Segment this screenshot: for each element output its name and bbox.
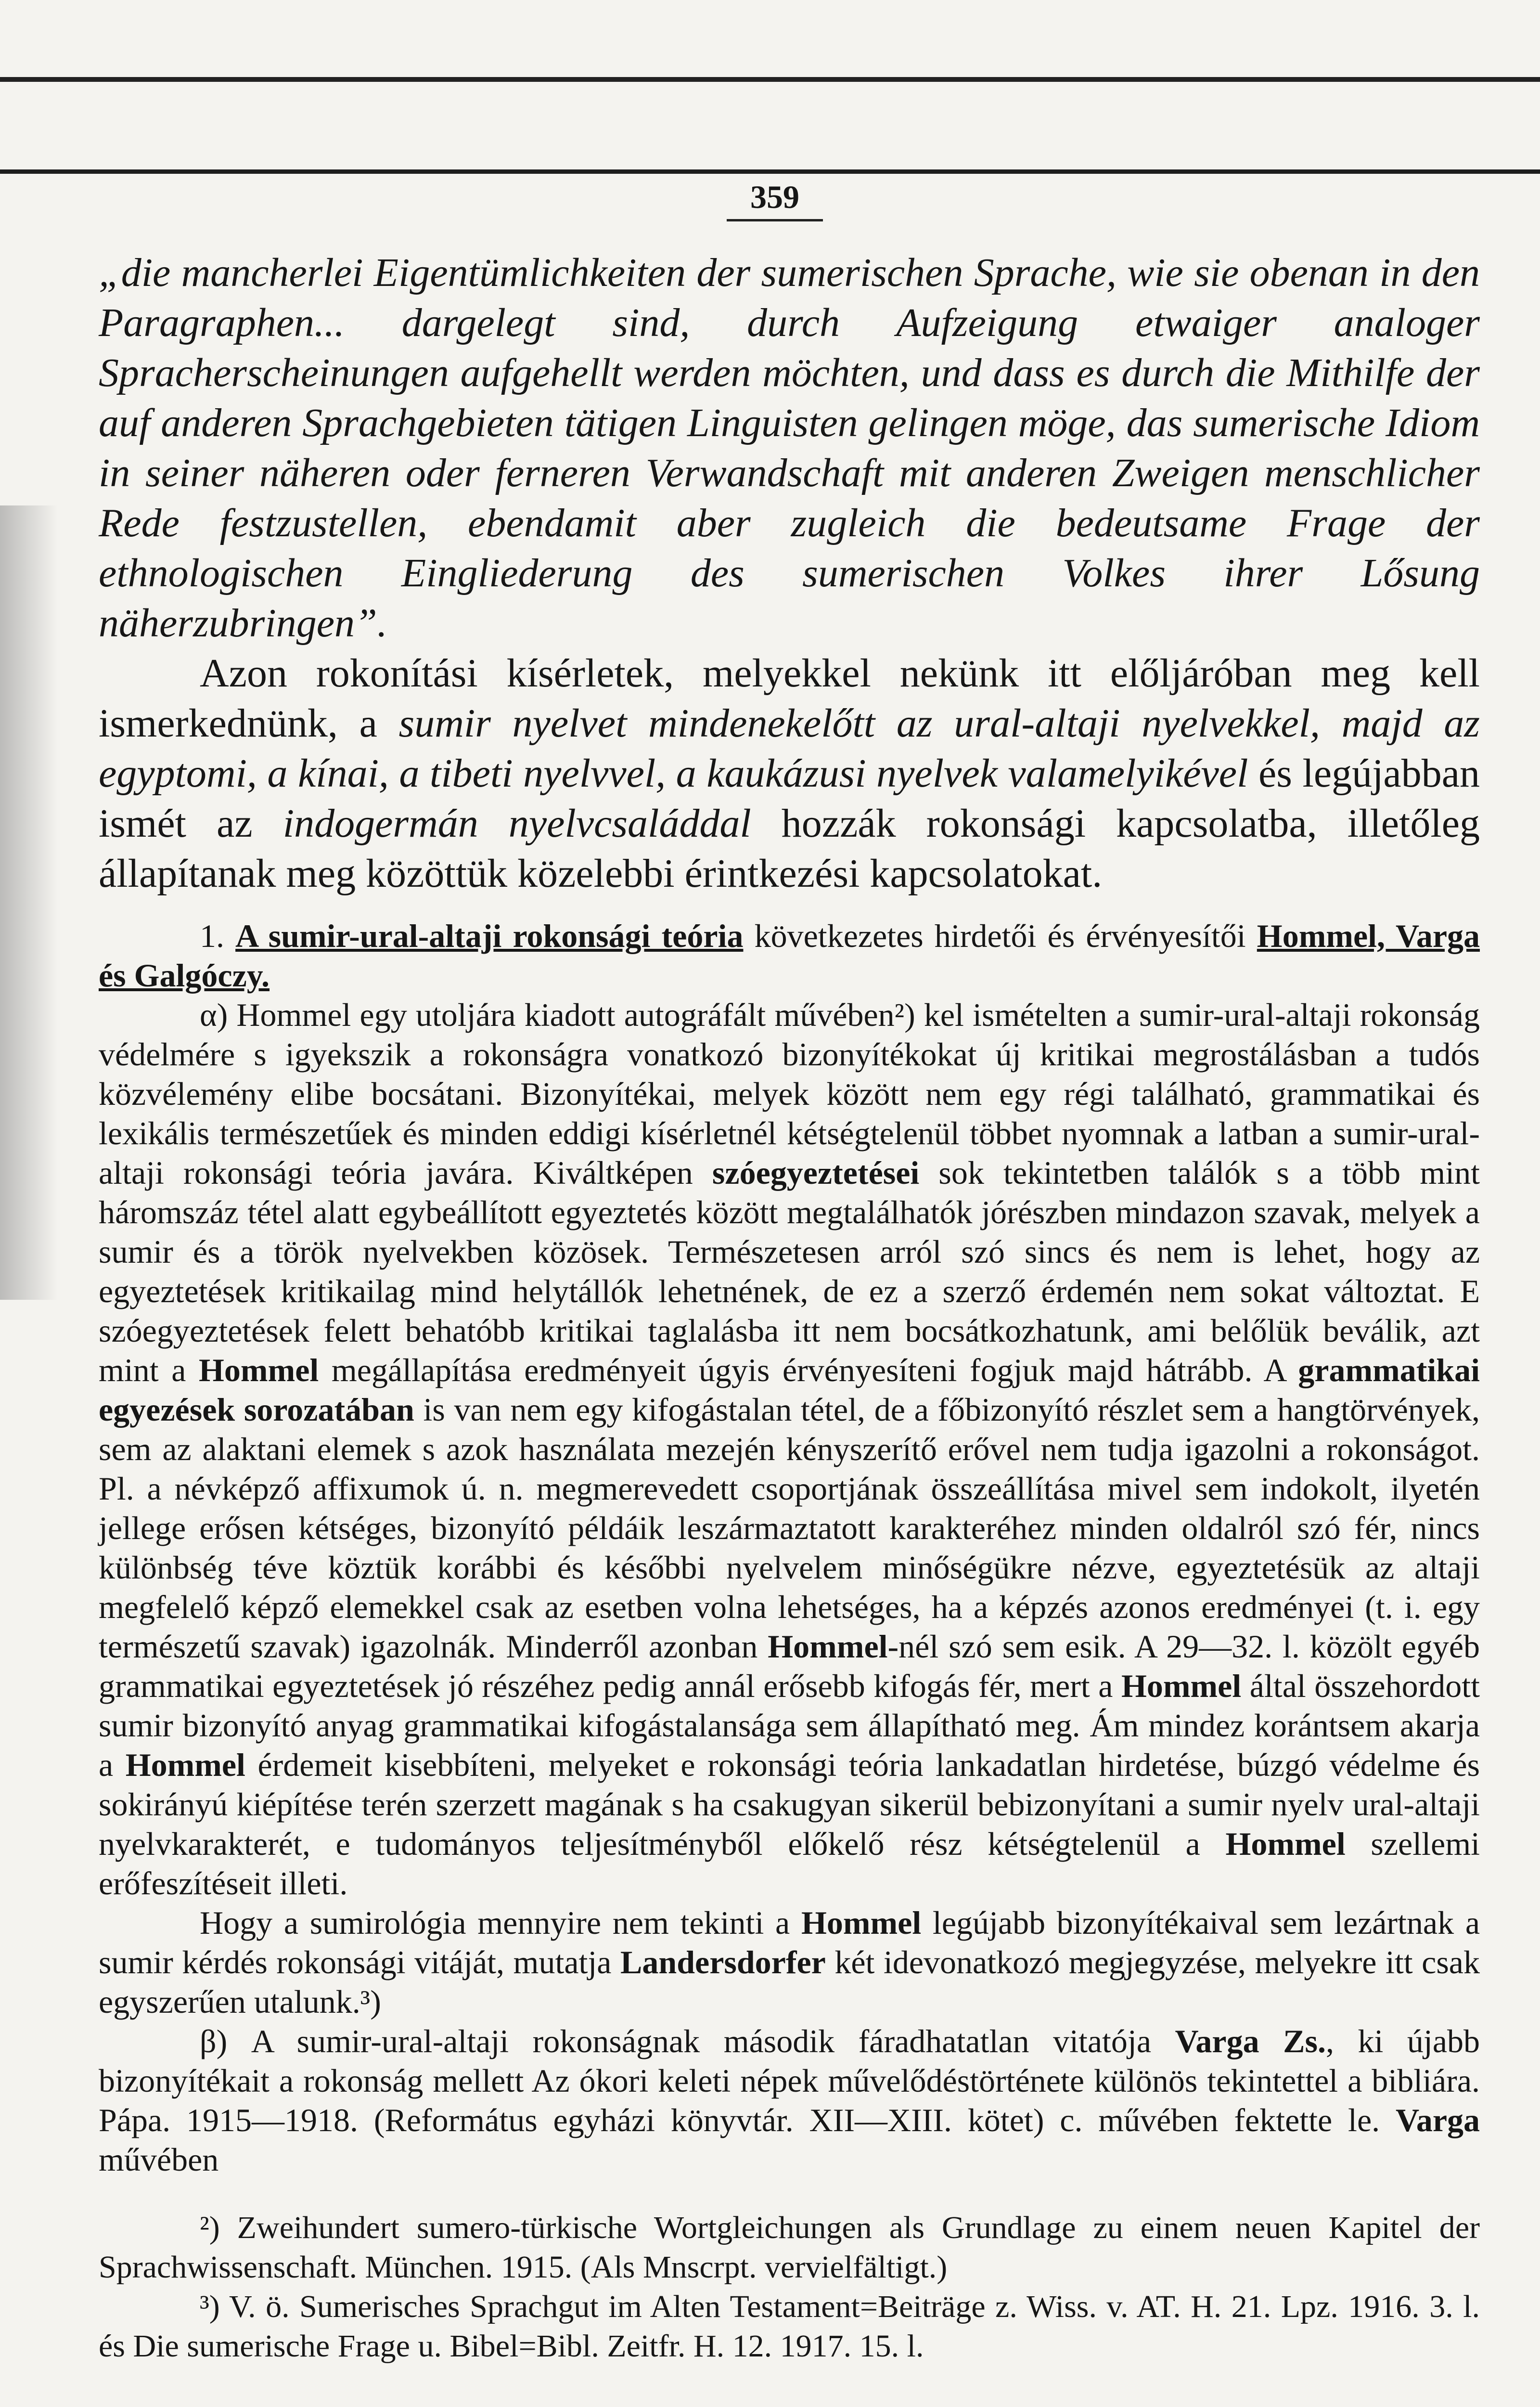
page-body xyxy=(99,248,1480,2366)
paragraph-varga: β) A sumir-ural-altaji rokonságnak második fáradhatatlan vitatója Varga Zs., ki újabb bizonyítékait a rokonság mellett Az ókori keleti népek művelődéstörténete különös tekintettel a bibliára. Pápa. 1915—1918. (Református egyházi könyvtár. XII—XIII. kötet) c. művében fektette le. Varga művében xyxy=(99,2023,1480,2178)
footnotes xyxy=(99,2208,1480,2366)
page-number: 359 xyxy=(750,179,799,215)
top-rule xyxy=(0,77,1540,82)
paragraph-kinship-attempts: Azon rokonítási kísérletek, melyekkel nekünk itt előljáróban meg kell ismerkednünk, a sumir nyelvet mindenekelőtt az ural-altaji nyelvekkel, majd az egyptomi, a kínai, a tibeti nyelvvel, a kaukázusi nyelvek valamelyikével és legújabban ismét az indogermán nyelvcsaláddal hozzák rokonsági kapcsolatba, illetőleg állapítanak meg közöttük közelebbi érintkezési kapcsolatokat. xyxy=(99,651,1480,896)
footnote-3: ³) V. ö. Sumerisches Sprachgut im Alten Testament=Beiträge z. Wiss. v. AT. H. 21. Lpz. 1916. 3. l. és Die sumerische Frage u. Bibel=Bibl. Zeitfr. H. 12. 1917. 15. l. xyxy=(99,2289,1480,2364)
paragraph-hommel: α) Hommel egy utoljára kiadott autográfált művében²) kel ismételten a sumir-ural-altaji rokonság védelmére s igyekszik a rokonságra vonatkozó bizonyítékokat új kritikai megrostálásban a tudós közvélemény elibe bocsátani. Bizonyítékai, melyek között nem egy régi található, grammatikai és lexikális természetűek és minden eddigi kísérletnél kétségtelenül többet nyomnak a latban a sumir-ural-altaji rokonsági teória javára. Kiváltképen szóegyeztetései sok tekintetben találók s a több mint háromszáz tétel alatt egybeállított egyeztetés között megtalálhatók jórészben mindazon szavak, melyek a sumir és a török nyelvekben közösek. Természetesen arról szó sincs és nem is lehet, hogy az egyeztetések kritikailag mind helytállók lehetnének, de ez a szerző érdemén nem sokat változtat. E szóegyeztetések felett behatóbb kritikai taglalásba itt nem bocsátkozhatunk, ami belőlük beválik, azt mint a Hommel megállapítása eredményeit úgyis érvényesíteni fogjuk majd hátrább. A grammatikai egyezések sorozatában is van nem egy kifogástalan tétel, de a főbizonyító részlet sem a hangtörvények, sem az alaktani elemek s azok használata mezején kényszerítő erővel nem tudja igazolni a rokonságot. Pl. a névképző affixumok ú. n. megmerevedett csoportjának összeállítása mivel sem indokolt, ilyetén jellege erősen kétséges, bizonyító példáik leszármaztatott karakteréhez minden oldalról szó fér, nincs különbség téve köztük korábbi és későbbi nyelvelem minőségükre nézve, egyeztetésük az altaji megfelelő képző elemekkel csak az esetben volna lehetséges, ha a képzés azonos eredményei (t. i. egy természetű szavak) igazolnák. Minderről azonban Hommel-nél szó sem esik. A 29—32. l. közölt egyéb grammatikai egyeztetések jó részéhez pedig annál erősebb kifogás fér, mert a Hommel által összehordott sumir bizonyító anyag grammatikai kifogástalansága sem állapítható meg. Ám mindez korántsem akarja a Hommel érdemeit kisebbíteni, melyeket e rokonsági teória lankadatlan hirdetése, búzgó védelme és sokirányú kiépítése terén szerzett magának s ha csakugyan sikerül bebizonyítani a sumir nyelv ural-altaji nyelvkarakterét, e tudományos teljesítményből előkelő rész kétségtelenül a Hommel szellemi erőfeszítéseit illeti. xyxy=(99,996,1480,1902)
header-rule xyxy=(0,169,1540,174)
section-heading: 1. A sumir-ural-altaji rokonsági teória következetes hirdetői és érvényesítői Hommel, Varga és Galgóczy. xyxy=(99,918,1480,994)
paragraph-sumirology: Hogy a sumirológia mennyire nem tekinti a Hommel legújabb bizonyítékaival sem lezártnak a sumir kérdés rokonsági vitáját, mutatja Landersdorfer két idevonatkozó megjegyzése, melyekre itt csak egyszerűen utalunk.³) xyxy=(99,1904,1480,2020)
page-number-underline xyxy=(727,219,823,221)
german-quotation: „die mancherlei Eigentümlichkeiten der sumerischen Sprache, wie sie obenan in den Paragraphen... dargelegt sind, durch Aufzeigung etwaiger analoger Spracherscheinungen aufgehellt werden möchten, und dass es durch die Mithilfe der auf anderen Sprachgebieten tätigen Linguisten gelingen möge, das sumerische Idiom in seiner näheren oder ferneren Verwandschaft mit anderen Zweigen menschlicher Rede festzustellen, ebendamit aber zugleich die bedeutsame Frage der ethnologischen Eingliederung des sumerischen Volkes ihrer Lősung näherzubringen”. xyxy=(99,250,1480,646)
scan-edge-shadow xyxy=(0,505,58,1300)
footnote-2: ²) Zweihundert sumero-türkische Wortgleichungen als Grundlage zu einem neuen Kapitel der Sprachwissenschaft. München. 1915. (Als Mnscrpt. vervielfältigt.) xyxy=(99,2210,1480,2285)
